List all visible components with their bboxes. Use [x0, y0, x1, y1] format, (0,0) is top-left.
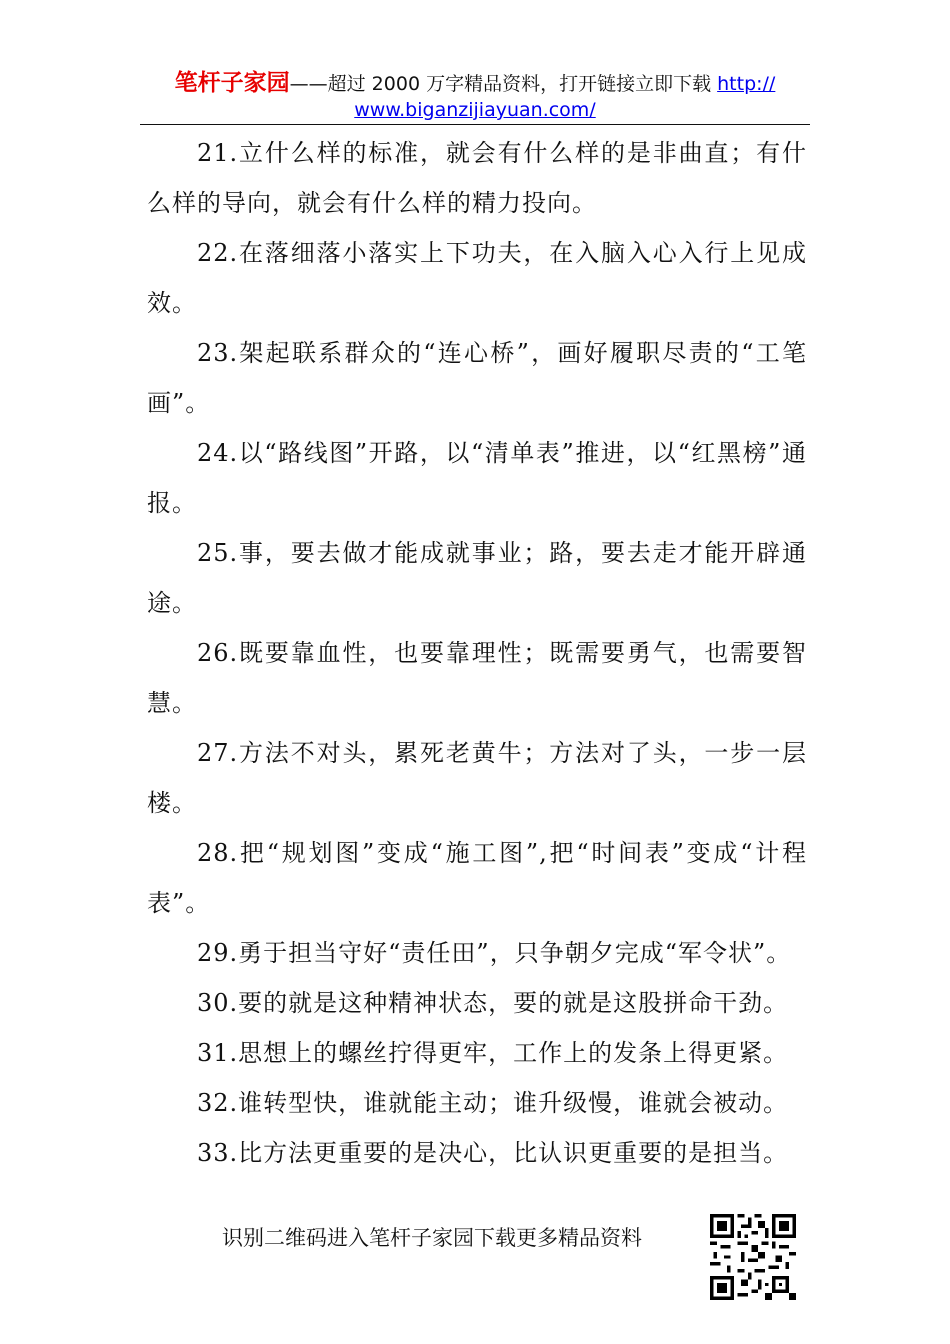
- list-item: 30.要的就是这种精神状态，要的就是这股拼命干劲。: [197, 989, 789, 1017]
- header-link-part-2[interactable]: www.biganzijiayuan.com/: [354, 99, 596, 121]
- list-item: 21.立什么样的标准，就会有什么样的是非曲直；有什么样的导向，就会有什么样的精力投向。: [147, 139, 807, 217]
- list-item: 24.以“路线图”开路，以“清单表”推进，以“红黑榜”通报。: [147, 439, 807, 517]
- page-header: [140, 70, 810, 123]
- header-slogan: ——超过 2000 万字精品资料，打开链接立即下载: [289, 73, 712, 95]
- header-link-part-1[interactable]: http://: [717, 73, 776, 95]
- list-item: 32.谁转型快，谁就能主动；谁升级慢，谁就会被动。: [197, 1089, 789, 1117]
- document-body: [147, 128, 807, 1178]
- list-item: 27.方法不对头，累死老黄牛；方法对了头，一步一层楼。: [147, 739, 807, 817]
- list-item: 28.把“规划图”变成“施工图”,把“时间表”变成“计程表”。: [147, 839, 807, 917]
- list-item: 23.架起联系群众的“连心桥”，画好履职尽责的“工笔画”。: [147, 339, 807, 417]
- list-item: 22.在落细落小落实上下功夫，在入脑入心入行上见成效。: [147, 239, 807, 317]
- list-item: 29.勇于担当守好“责任田”，只争朝夕完成“军令状”。: [197, 939, 792, 967]
- qr-code-icon[interactable]: [710, 1214, 796, 1300]
- header-divider: [140, 124, 810, 125]
- list-item: 25.事，要去做才能成就事业；路，要去走才能开辟通途。: [147, 539, 807, 617]
- list-item: 33.比方法更重要的是决心，比认识更重要的是担当。: [197, 1139, 789, 1167]
- brand-name: 笔杆子家园: [174, 70, 290, 96]
- list-item: 31.思想上的螺丝拧得更牢，工作上的发条上得更紧。: [197, 1039, 789, 1067]
- footer-caption: 识别二维码进入笔杆子家园下载更多精品资料: [222, 1226, 642, 1250]
- list-item: 26.既要靠血性，也要靠理性；既需要勇气，也需要智慧。: [147, 639, 807, 717]
